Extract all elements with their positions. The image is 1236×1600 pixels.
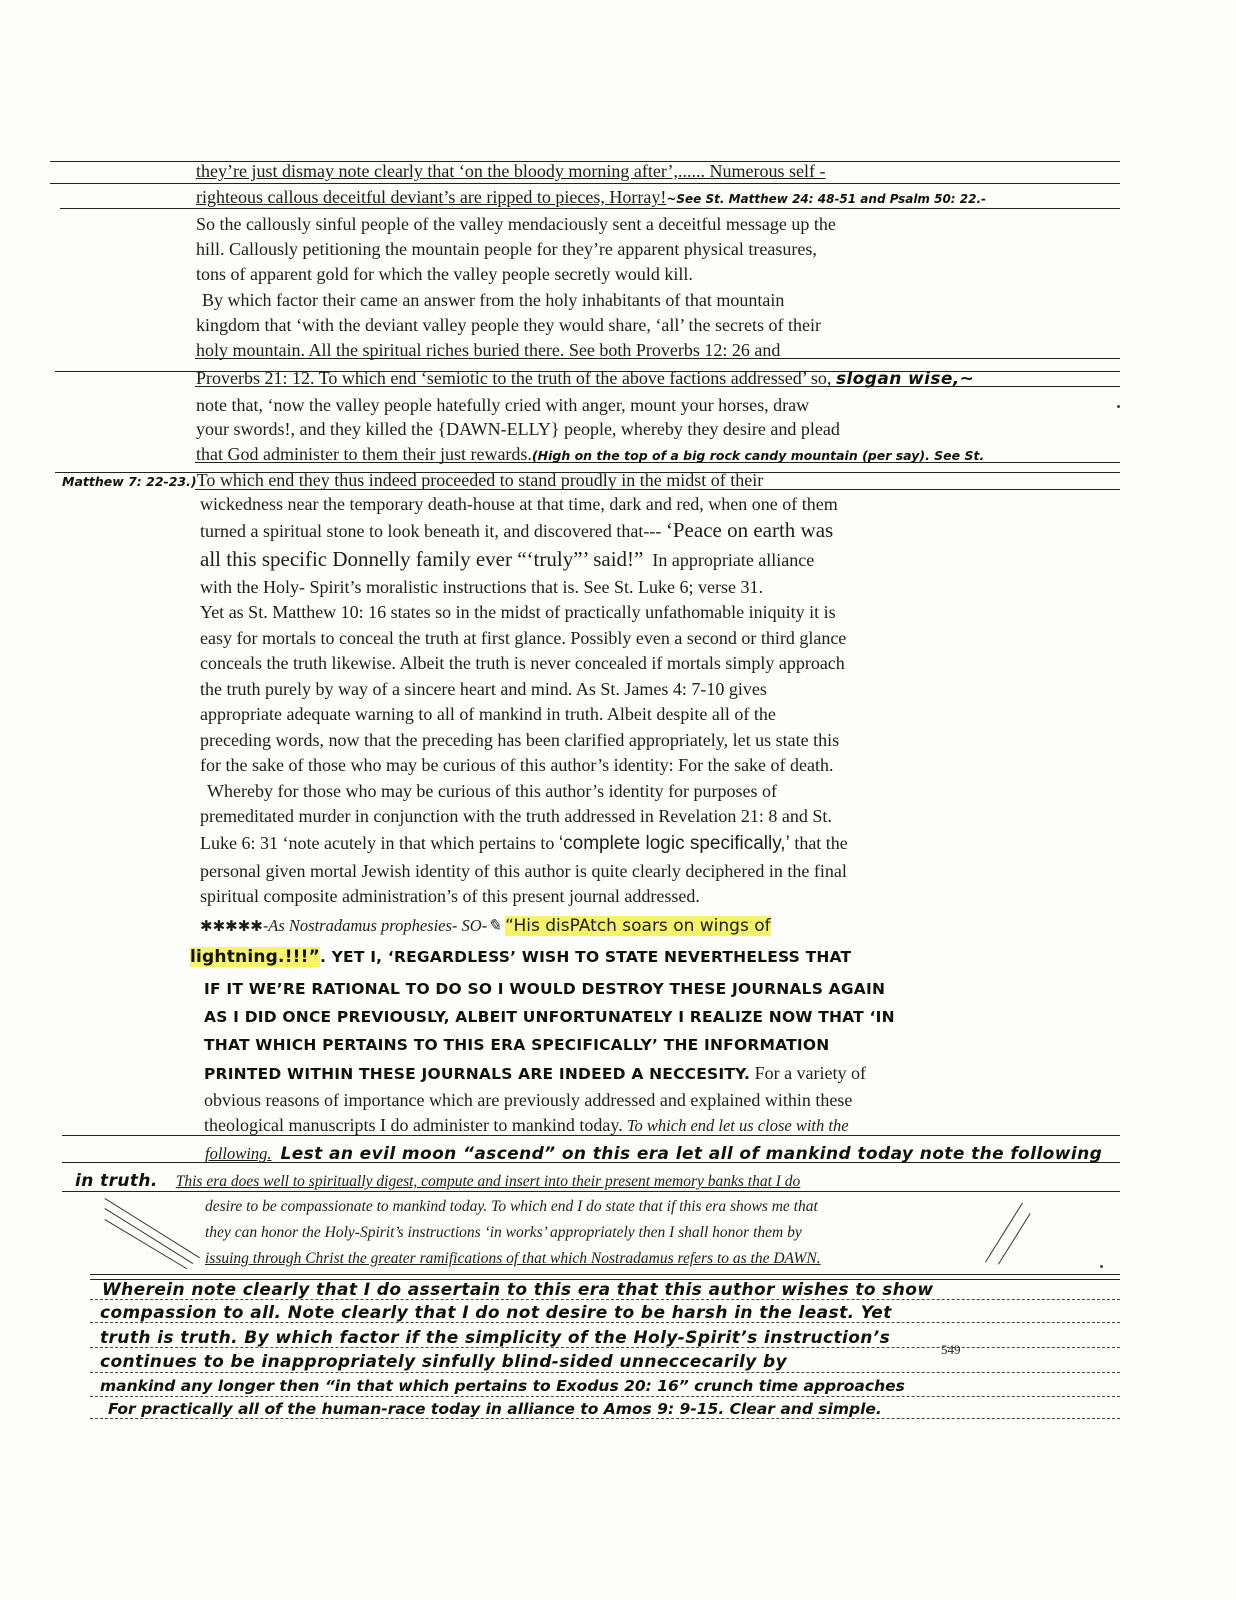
text-line: Luke 6: 31 ‘note acutely in that which pertains to ‘complete logic specifically,’ that the	[200, 833, 848, 854]
rule-line	[50, 183, 1120, 184]
text-line: Yet as St. Matthew 10: 16 states so in the midst of practically unfathomable iniquity it is	[200, 602, 836, 622]
handwritten-note: slogan wise,~	[835, 369, 975, 389]
text-line: wickedness near the temporary death-house at that time, dark and red, when one of them	[200, 494, 838, 514]
text-line: spiritual composite administration’s of this present journal addressed.	[200, 886, 700, 906]
ink-dot	[1117, 405, 1120, 408]
handwritten-line: compassion to all. Note clearly that I do not desire to be harsh in the least. Yet	[100, 1303, 892, 1323]
text-line: premeditated murder in conjunction with the truth addressed in Revelation 21: 8 and St.	[200, 806, 832, 826]
text-line: PRINTED WITHIN THESE JOURNALS ARE INDEED A NECCESITY. For a variety of	[204, 1063, 867, 1083]
text-line: righteous callous deceitful deviant’s are ripped to pieces, Horray!~See St. Matthew 24: 48-51 and Psalm 50: 22.-	[196, 187, 987, 207]
text-line: AS I DID ONCE PREVIOUSLY, ALBEIT UNFORTUNATELY I REALIZE NOW THAT ‘IN	[204, 1008, 895, 1026]
text-line: with the Holy- Spirit’s moralistic instructions that is. See St. Luke 6; verse 31.	[200, 577, 763, 597]
text-line: desire to be compassionate to mankind today. To which end I do state that if this era shows me that	[205, 1198, 818, 1215]
rule-line	[90, 1274, 1120, 1275]
pen-stroke	[104, 1208, 193, 1264]
text-line: Matthew 7: 22-23.)To which end they thus indeed proceeded to stand proudly in the midst of their	[62, 470, 764, 490]
pen-stroke	[104, 1219, 187, 1269]
text-line: By which factor their came an answer from the holy inhabitants of that mountain	[202, 290, 785, 310]
text-line: easy for mortals to conceal the truth at first glance. Possibly even a second or third glance	[200, 628, 847, 648]
text-line: they’re just dismay note clearly that ‘on the bloody morning after’,...... Numerous self -	[196, 161, 826, 181]
text-line: Whereby for those who may be curious of this author’s identity for purposes of	[207, 781, 778, 801]
text-line: holy mountain. All the spiritual riches buried there. See both Proverbs 12: 26 and	[196, 340, 781, 360]
handwritten-note: Matthew 7: 22-23.)	[62, 474, 197, 489]
text-line: that God administer to them their just rewards.(High on the top of a big rock candy mountain (per say). See St.	[196, 444, 985, 464]
rule-line	[62, 1135, 1120, 1136]
handwritten-note: in truth.	[75, 1171, 158, 1191]
text-line: THAT WHICH PERTAINS TO THIS ERA SPECIFICALLY’ THE INFORMATION	[204, 1036, 830, 1054]
handwritten-note: (High on the top of a big rock candy mountain (per say). See St.	[531, 448, 985, 463]
text-line: kingdom that ‘with the deviant valley people they would share, ‘all’ the secrets of their	[196, 315, 821, 335]
text-line: conceals the truth likewise. Albeit the truth is never concealed if mortals simply approach	[200, 653, 845, 673]
text-line: preceding words, now that the preceding has been clarified appropriately, let us state this	[200, 730, 840, 750]
handwritten-line: truth is truth. By which factor if the simplicity of the Holy-Spirit’s instruction’s	[100, 1328, 891, 1348]
handwritten-line: For practically all of the human-race today in alliance to Amos 9: 9-15. Clear and simple.	[108, 1400, 882, 1418]
ink-dot	[1100, 1265, 1103, 1268]
text-line: note that, ‘now the valley people hatefully cried with anger, mount your horses, draw	[196, 395, 810, 415]
text-line: the truth purely by way of a sincere heart and mind. As St. James 4: 7-10 gives	[200, 679, 767, 699]
text-line: lightning.!!!”. YET I, ‘REGARDLESS’ WISH TO STATE NEVERTHELESS THAT	[190, 947, 852, 967]
text-line: So the callously sinful people of the valley mendaciously sent a deceitful message up the	[196, 214, 836, 234]
text-line: theological manuscripts I do administer to mankind today. To which end let us close with the	[204, 1115, 849, 1135]
text-line: appropriate adequate warning to all of mankind in truth. Albeit despite all of the	[200, 704, 776, 724]
text-line: obvious reasons of importance which are previously addressed and explained within these	[204, 1090, 853, 1110]
highlighted-quote: “His disPAtch soars on wings of	[505, 916, 771, 936]
text-line: hill. Callously petitioning the mountain people for they’re apparent physical treasures,	[196, 239, 817, 259]
text-line: all this specific Donnelly family ever “‘truly”’ said!” In appropriate alliance	[200, 547, 815, 571]
text-line: tons of apparent gold for which the valley people secretly would kill.	[196, 264, 693, 284]
highlighted-quote: lightning.!!!”	[190, 947, 320, 967]
text-line: IF IT WE’RE RATIONAL TO DO SO I WOULD DESTROY THESE JOURNALS AGAIN	[204, 980, 886, 998]
handwritten-line: mankind any longer then “in that which pertains to Exodus 20: 16” crunch time approaches	[100, 1377, 905, 1395]
handwritten-line: continues to be inappropriately sinfully blind-sided unneccecarily by	[100, 1352, 788, 1372]
text-line: following. Lest an evil moon “ascend” on this era let all of mankind today note the following	[205, 1144, 1103, 1164]
text-line: in truth. This era does well to spiritually digest, compute and insert into their present memory banks that I do	[75, 1171, 801, 1191]
text-line: issuing through Christ the greater ramifications of that which Nostradamus refers to as the DAWN.	[205, 1250, 821, 1267]
text-line: personal given mortal Jewish identity of this author is quite clearly deciphered in the final	[200, 861, 847, 881]
handwritten-note: Lest an evil moon “ascend” on this era let all of mankind today note the following	[280, 1144, 1103, 1164]
text-line: for the sake of those who may be curious of this author’s identity: For the sake of death.	[200, 755, 834, 775]
text-line: Proverbs 21: 12. To which end ‘semiotic to the truth of the above factions addressed’ so, slogan wise,~	[196, 368, 975, 389]
handwritten-line: Wherein note clearly that I do assertain to this era that this author wishes to show	[102, 1280, 934, 1300]
handwritten-note: ~See St. Matthew 24: 48-51 and Psalm 50: 22.-	[666, 192, 987, 206]
pen-stroke	[998, 1213, 1031, 1264]
text-line: ✱✱✱✱✱-As Nostradamus prophesies- SO-✎ “His disPAtch soars on wings of	[200, 916, 771, 936]
text-line: they can honor the Holy-Spirit’s instructions ‘in works’ appropriately then I shall honor them by	[205, 1224, 802, 1241]
page-number: 549	[941, 1342, 961, 1357]
text-line: your swords!, and they killed the {DAWN-ELLY} people, whereby they desire and plead	[196, 419, 840, 439]
text-line: turned a spiritual stone to look beneath it, and discovered that--- ‘Peace on earth was	[200, 518, 834, 542]
